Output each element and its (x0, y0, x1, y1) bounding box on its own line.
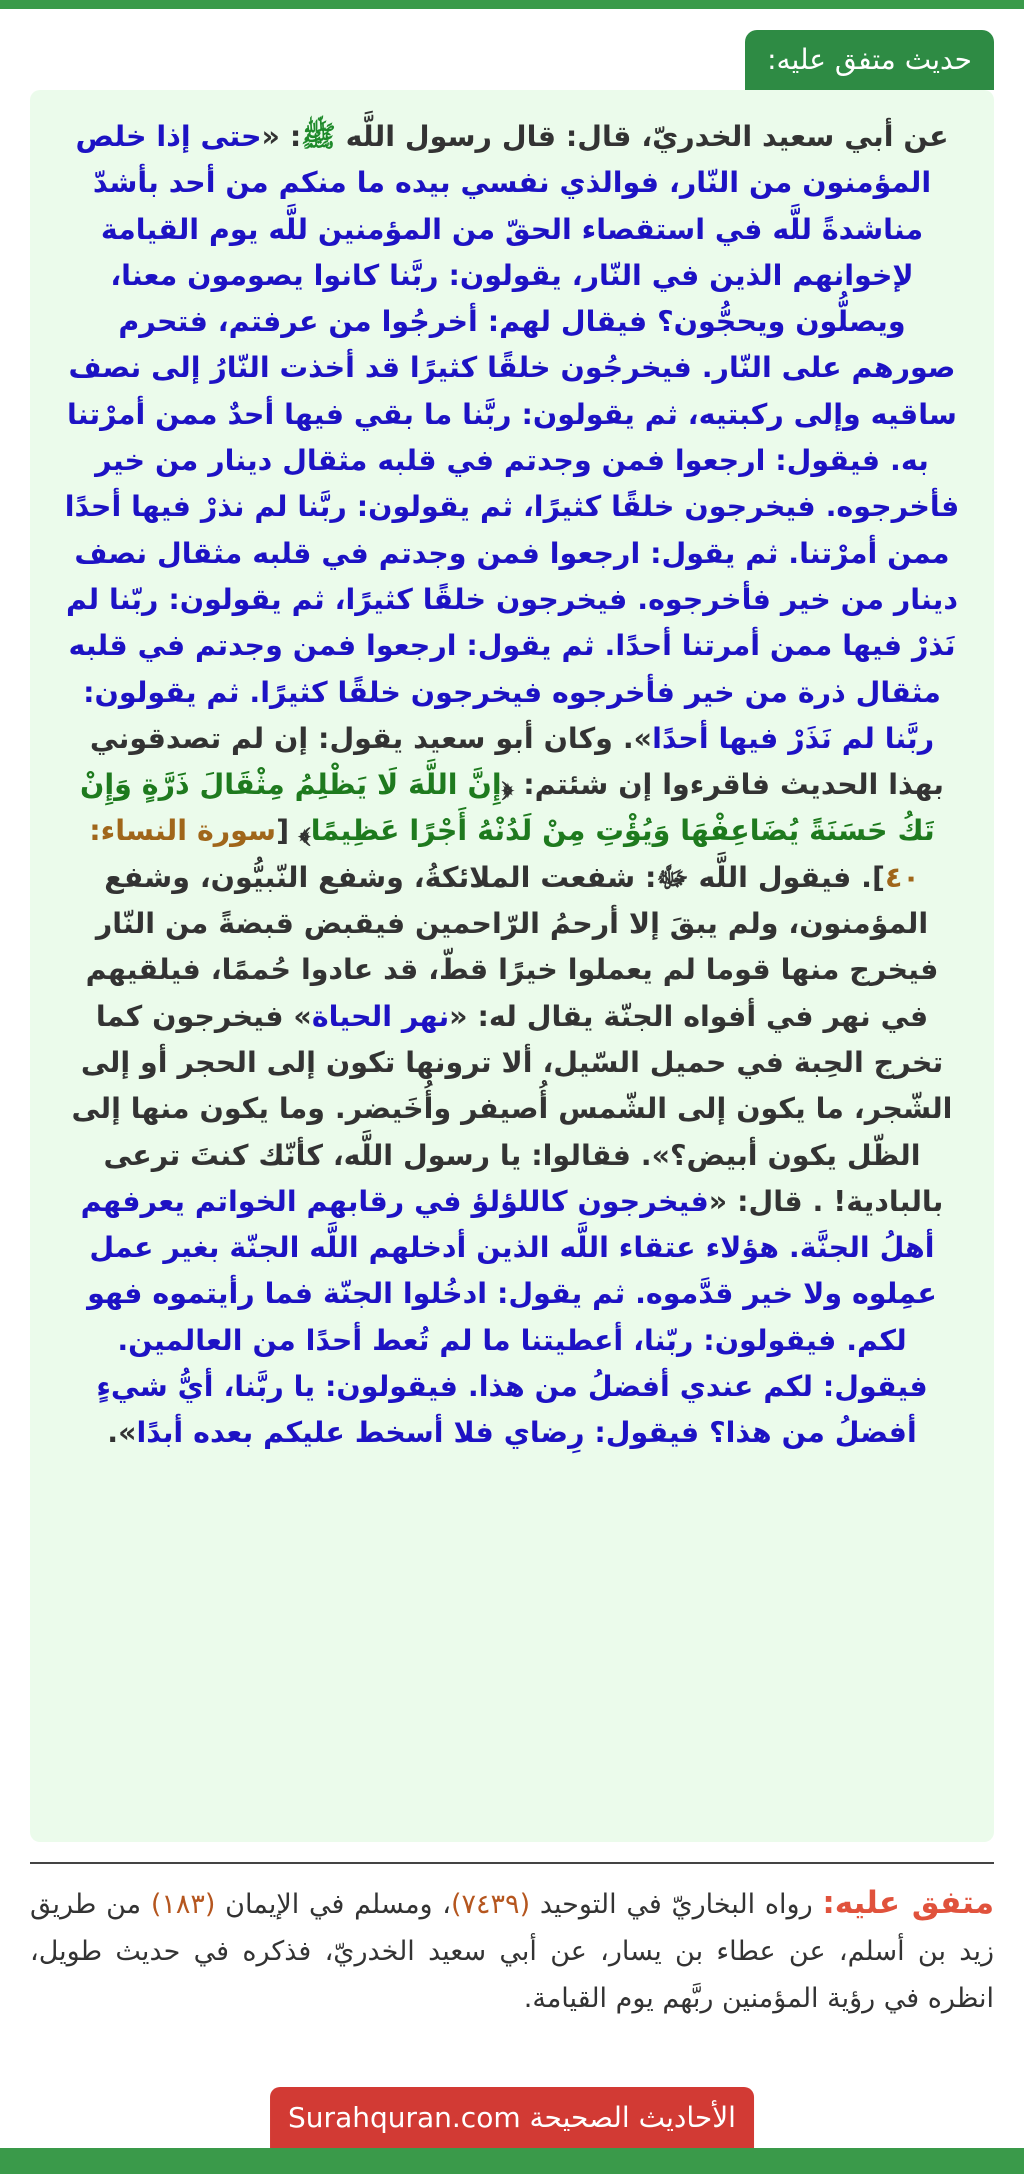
narration-continued-2: » فيخرجون كما تخرج الحِبة في حميل السّيل، ألا ترونها تكون إلى الحجر أو إلى الشّجر، ما يكون إلى الشّمس أُصيفر وأُخَيضر. وما يكون منها إلى الظّل يكون أبيض؟». فقالوا: يا رسول اللَّه، كأنّك كنتَ ترعى بالبادية! . قال: « (71, 999, 953, 1218)
prophet-quote-1: حتى إذا خلص المؤمنون من النّار، فوالذي نفسي بيده ما منكم من أحد بأشدّ مناشدةً للَّه في استقصاء الحقّ من المؤمنين للَّه يوم القيامة لإخوانهم الذين في النّار، يقولون: ربَّنا كانوا يصومون معنا، ويصلُّون ويحجُّون؟ فيقال لهم: أخرجُوا من عرفتم، فتحرم صورهم على النّار. فيخرجُون خلقًا كثيرًا قد أخذت النّارُ إلى نصف ساقيه وإلى ركبتيه، ثم يقولون: ربَّنا ما بقي فيها أحدٌ ممن أمرْتنا به. فيقول: ارجعوا فمن وجدتم في قلبه مثقال دينار من خير فأخرجوه. فيخرجون خلقًا كثيرًا، ثم يقولون: ربَّنا لم نذرْ فيها أحدًا ممن أمرْتنا. ثم يقول: ارجعوا فمن وجدتم في قلبه مثقال نصف دينار من خير فأخرجوه. فيخرجون خلقًا كثيرًا، ثم يقولون: ربّنا لم نَذرْ فيها ممن أمرتنا أحدًا. ثم يقول: ارجعوا فمن وجدتم في قلبه مثقال ذرة من خير فأخرجوه فيخرجون خلقًا كثيرًا. ثم يقولون: ربَّنا لم نَذَرْ فيها أحدًا (64, 120, 960, 755)
site-badge[interactable]: الأحاديث الصحيحة Surahquran.com (270, 2087, 754, 2148)
takhrij-label: متفق عليه: (822, 1885, 995, 1921)
narrator-intro: عن أبي سعيد الخدريّ، قال: قال رسول اللَّه (335, 120, 949, 153)
takhrij-part-3: من طريق زيد بن أسلم، عن عطاء بن يسار، عن أبي سعيد الخدريّ، فذكره في حديث طويل، انظره في رؤية المؤمنين ربَّهم يوم القيامة. (30, 1889, 994, 2014)
section-title: حديث متفق عليه: (745, 30, 994, 90)
quote-close-2: ». (107, 1416, 137, 1450)
quran-verse: إِنَّ اللَّهَ لَا يَظْلِمُ مِثْقَالَ ذَرَّةٍ وَإِنْ تَكُ حَسَنَةً يُضَاعِفْهَا وَيُؤْتِ مِنْ لَدُنْهُ أَجْرًا عَظِيمًا (80, 768, 935, 848)
prophet-quote-2: فيخرجون كاللؤلؤ في رقابهم الخواتم يعرفهم أهلُ الجنَّة. هؤلاء عتقاء اللَّه الذين أدخلهم اللَّه الجنّة بغير عمل عمِلوه ولا خير قدَّموه. ثم يقول: ادخُلوا الجنّة فما رأيتموه فهو لكم. فيقولون: ربّنا، أعطيتنا ما لم تُعط أحدًا من العالمين. فيقول: لكم عندي أفضلُ من هذا. فيقولون: يا ربَّنا، أيُّ شيءٍ أفضلُ من هذا؟ فيقول: رِضاي فلا أسخط عليكم بعده أبدًا (80, 1184, 937, 1450)
takhrij-part-2: ، ومسلم في الإيمان (215, 1889, 451, 1920)
quote-close-1: ». (622, 721, 653, 755)
bottom-accent-bar (0, 2148, 1024, 2174)
salawat-symbol: ﷺ (301, 120, 336, 153)
river-name: نهر الحياة (311, 999, 450, 1033)
bukhari-number: (٧٤٣٩) (451, 1889, 531, 1920)
hadith-text (64, 114, 960, 1457)
narration-continued: ]. فيقول اللَّه ﷻ: شفعت الملائكةُ، وشفع النّبيُّون، وشفع المؤمنون، ولم يبقَ إلا أرحمُ الرّاحمين فيقبض قبضةً من النّار فيخرج منها قوما لم يعملوا خيرًا قطّ، قد عادوا حُممًا، فيلقيهم في نهر في أفواه الجنّة يقال له: « (85, 860, 939, 1033)
muslim-number: (١٨٣) (150, 1889, 216, 1920)
takhrij-part-1: رواه البخاريّ في التوحيد (530, 1889, 823, 1920)
top-accent-bar (0, 0, 1024, 9)
surah-reference: سورة النساء: ٤٠ (89, 814, 920, 894)
takhrij-text (30, 1880, 994, 2022)
hadith-box (30, 90, 994, 1842)
quote-open: : « (261, 120, 302, 153)
narrator-comment: وكان أبو سعيد يقول: إن لم تصدقوني بهذا الحديث فاقرءوا إن شئتم: ﴿ (89, 721, 944, 802)
verse-close: ﴾ [ (276, 814, 311, 848)
divider (30, 1862, 994, 1864)
